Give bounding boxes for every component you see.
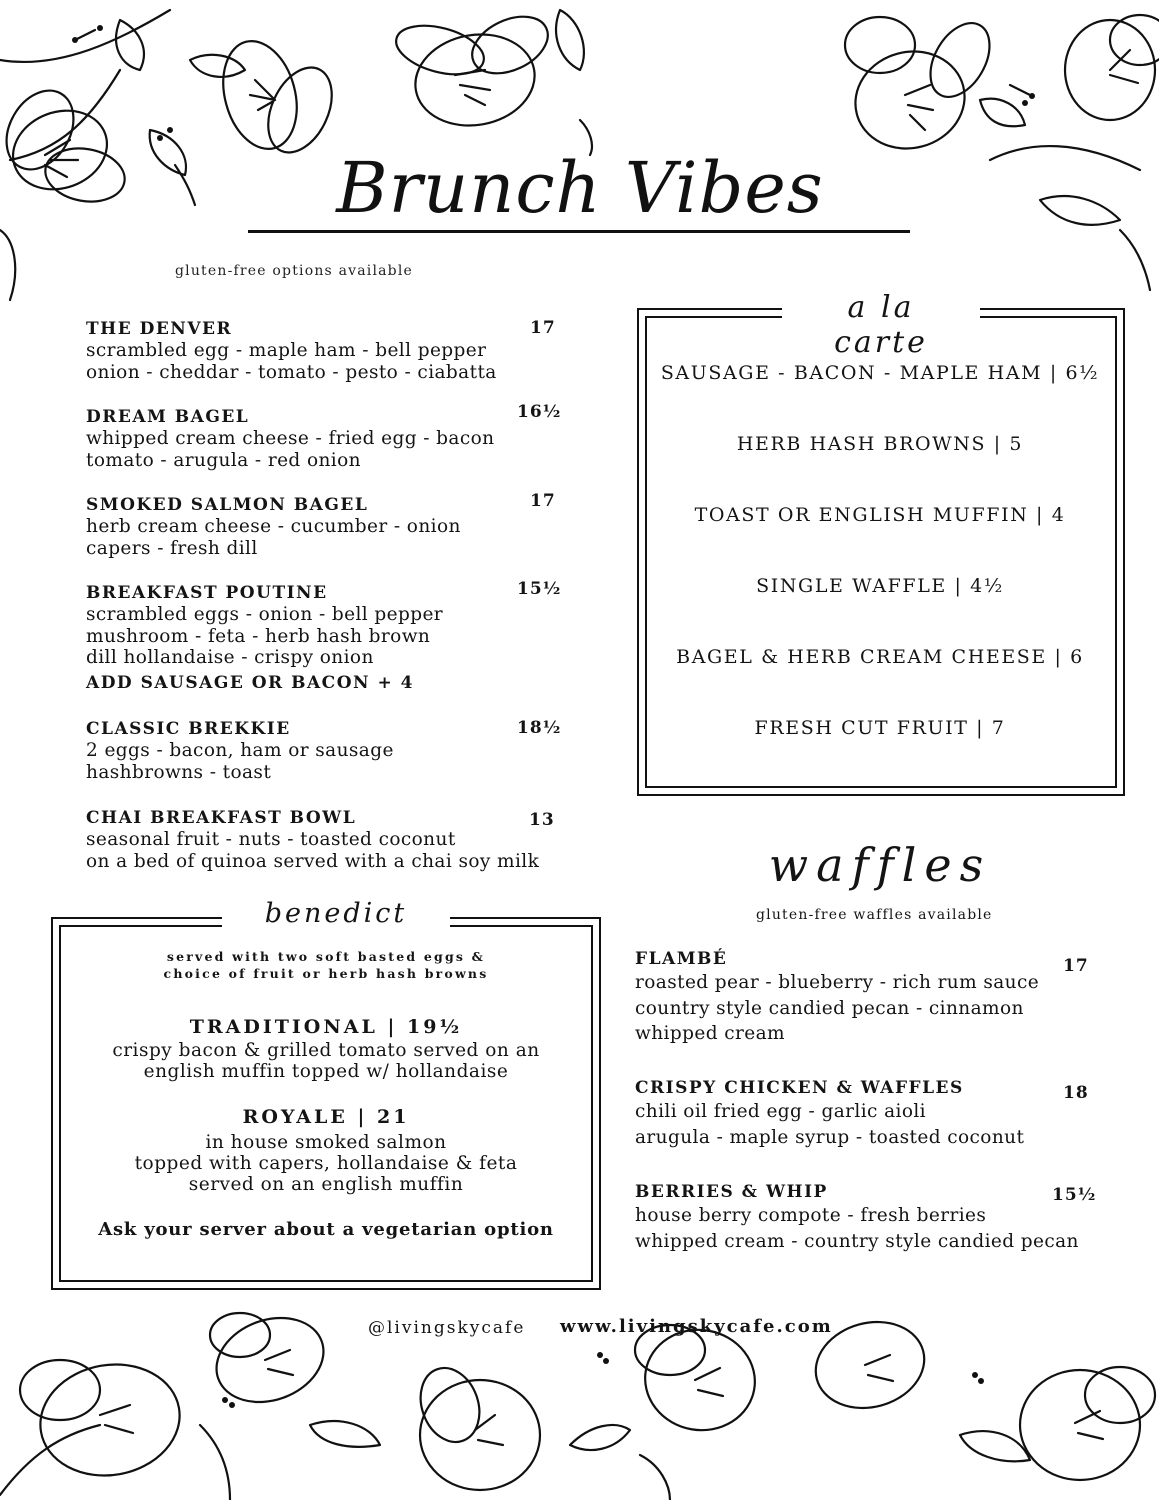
item-description: herb cream cheese - cucumber - onion: [86, 516, 461, 537]
benedict-item-description: served on an english muffin: [188, 1174, 464, 1195]
a-la-carte-item: FRESH CUT FRUIT | 7: [754, 717, 1006, 739]
item-price: 13: [529, 810, 555, 830]
item-description: whipped cream - country style candied pecan: [635, 1230, 1079, 1252]
item-description: arugula - maple syrup - toasted coconut: [635, 1126, 1025, 1148]
website-link[interactable]: www.livingskycafe.com: [560, 1316, 833, 1337]
item-name: CLASSIC BREKKIE: [86, 719, 291, 739]
title-divider: [248, 230, 910, 233]
item-description: whipped cream cheese - fried egg - bacon: [86, 428, 495, 449]
item-price: 18: [1063, 1083, 1089, 1103]
benedict-item-description: english muffin topped w/ hollandaise: [143, 1061, 509, 1082]
item-description: capers - fresh dill: [86, 537, 258, 559]
social-handle: @livingskycafe: [368, 1318, 526, 1338]
benedict-item-description: crispy bacon & grilled tomato served on an: [112, 1040, 540, 1061]
item-description: on a bed of quinoa served with a chai soy milk: [86, 850, 540, 872]
a-la-carte-item: SAUSAGE - BACON - MAPLE HAM | 6½: [660, 362, 1100, 384]
benedict-note: served with two soft basted eggs &: [166, 949, 486, 964]
benedict-item-description: in house smoked salmon: [205, 1132, 447, 1153]
waffle-item: [635, 1181, 1125, 1254]
floral-illustration-top-center: [380, 0, 610, 160]
item-description: scrambled eggs - onion - bell pepper: [86, 604, 444, 625]
item-name: BREAKFAST POUTINE: [86, 583, 328, 603]
item-description: roasted pear - blueberry - rich rum sauce: [635, 972, 1040, 993]
item-name: CRISPY CHICKEN & WAFFLES: [635, 1078, 964, 1098]
waffles-gluten-free-note: gluten-free waffles available: [756, 907, 993, 923]
gluten-free-note: gluten-free options available: [175, 263, 414, 279]
item-price: 17: [530, 318, 556, 338]
item-description: mushroom - feta - herb hash brown: [86, 625, 431, 647]
item-price: 15½: [1052, 1185, 1097, 1205]
item-description: tomato - arugula - red onion: [86, 449, 361, 471]
item-name: CHAI BREAKFAST BOWL: [86, 808, 357, 828]
a-la-carte-title: a la carte: [782, 290, 980, 360]
menu-item: [86, 807, 576, 872]
item-description: 2 eggs - bacon, ham or sausage: [86, 740, 394, 761]
a-la-carte-item: HERB HASH BROWNS | 5: [736, 433, 1024, 455]
item-name: BERRIES & WHIP: [635, 1182, 828, 1202]
item-description: whipped cream: [635, 1023, 785, 1044]
waffle-item: [635, 1077, 1125, 1150]
a-la-carte-item: SINGLE WAFFLE | 4½: [756, 575, 1004, 597]
benedict-title: benedict: [222, 898, 450, 929]
item-description: dill hollandaise - crispy onion: [86, 647, 374, 668]
menu-item: [86, 491, 576, 559]
waffles-title: waffles: [768, 838, 992, 892]
item-description: onion - cheddar - tomato - pesto - ciabatta: [86, 361, 497, 383]
menu-item: [86, 318, 576, 383]
item-price: 17: [1063, 956, 1089, 976]
item-description: chili oil fried egg - garlic aioli: [635, 1101, 926, 1122]
item-description: house berry compote - fresh berries: [635, 1205, 987, 1226]
menu-item: [86, 402, 576, 471]
item-addon: ADD SAUSAGE OR BACON + 4: [86, 672, 414, 693]
waffle-item: [635, 948, 1125, 1047]
item-price: 17: [530, 491, 556, 511]
item-name: THE DENVER: [86, 319, 233, 339]
vegetarian-note: Ask your server about a vegetarian option: [98, 1219, 554, 1240]
item-name: FLAMBÉ: [635, 949, 728, 969]
item-price: 15½: [517, 579, 562, 599]
page-title: Brunch Vibes: [336, 147, 824, 229]
menu-item: [86, 718, 576, 783]
a-la-carte-item: BAGEL & HERB CREAM CHEESE | 6: [676, 646, 1084, 668]
item-price: 18½: [517, 718, 562, 738]
benedict-item-heading: ROYALE | 21: [242, 1106, 410, 1128]
benedict-note: choice of fruit or herb hash browns: [163, 966, 489, 981]
benedict-item-heading: TRADITIONAL | 19½: [189, 1016, 463, 1038]
item-description: country style candied pecan - cinnamon: [635, 997, 1024, 1019]
item-description: scrambled egg - maple ham - bell pepper: [86, 340, 487, 361]
item-name: DREAM BAGEL: [86, 407, 250, 427]
floral-illustration-top-left: [0, 0, 330, 300]
item-price: 16½: [517, 402, 562, 422]
item-description: hashbrowns - toast: [86, 761, 272, 783]
benedict-item-description: topped with capers, hollandaise & feta: [134, 1153, 518, 1174]
menu-item: [86, 579, 576, 693]
floral-illustration-top-right: [820, 0, 1159, 300]
item-description: seasonal fruit - nuts - toasted coconut: [86, 829, 456, 850]
a-la-carte-item: TOAST OR ENGLISH MUFFIN | 4: [694, 504, 1066, 526]
item-name: SMOKED SALMON BAGEL: [86, 495, 369, 515]
